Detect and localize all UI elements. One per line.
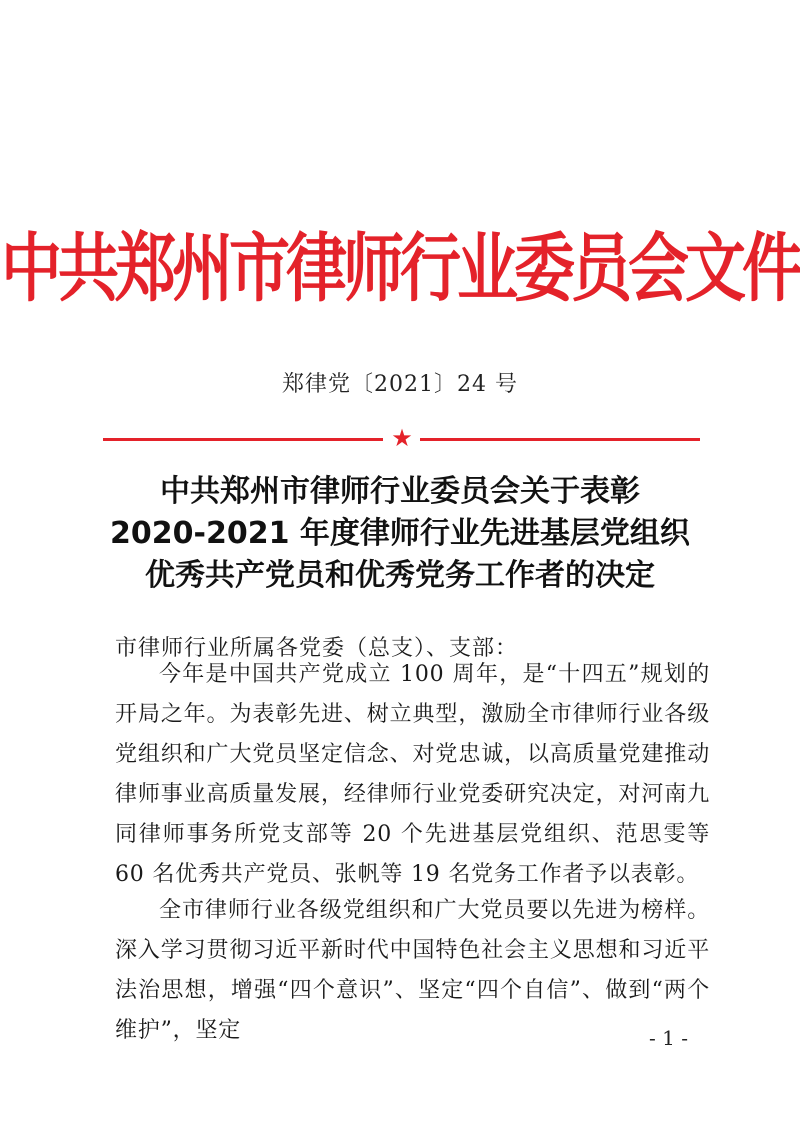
body-paragraph-1: 今年是中国共产党成立 100 周年，是“十四五”规划的开局之年。为表彰先进、树立典型，激励全市律师行业各级党组织和广大党员坚定信念、对党忠诚，以高质量党建推动律师事业高质量发展，经律师行业党委研究决定，对河南九同律师事务所党支部等 20 个先进基层党组织、范思雯等 60 名优秀共产党员、张帆等 19 名党务工作者予以表彰。 — [115, 662, 710, 887]
document-title-line-2: 2020-2021 年度律师行业先进基层党组织 — [110, 516, 690, 551]
salutation: 市律师行业所属各党委（总支）、支部： — [115, 636, 519, 661]
red-separator-left — [103, 438, 383, 441]
body-paragraph-2: 全市律师行业各级党组织和广大党员要以先进为榜样。深入学习贯彻习近平新时代中国特色社会主义思想和习近平法治思想，增强“四个意识”、坚定“四个自信”、做到“两个维护”，坚定 — [115, 898, 710, 1043]
document-title-line-3: 优秀共产党员和优秀党务工作者的决定 — [145, 558, 655, 593]
page-number: - 1 - — [649, 1026, 688, 1050]
document-number: 郑律党〔2021〕24 号 — [282, 372, 518, 397]
red-star-icon: ★ — [391, 424, 413, 452]
document-title-line-1: 中共郑州市律师行业委员会关于表彰 — [160, 474, 640, 509]
red-separator-right — [420, 438, 700, 441]
red-header-title: 中共郑州市律师行业委员会文件 — [0, 225, 799, 313]
